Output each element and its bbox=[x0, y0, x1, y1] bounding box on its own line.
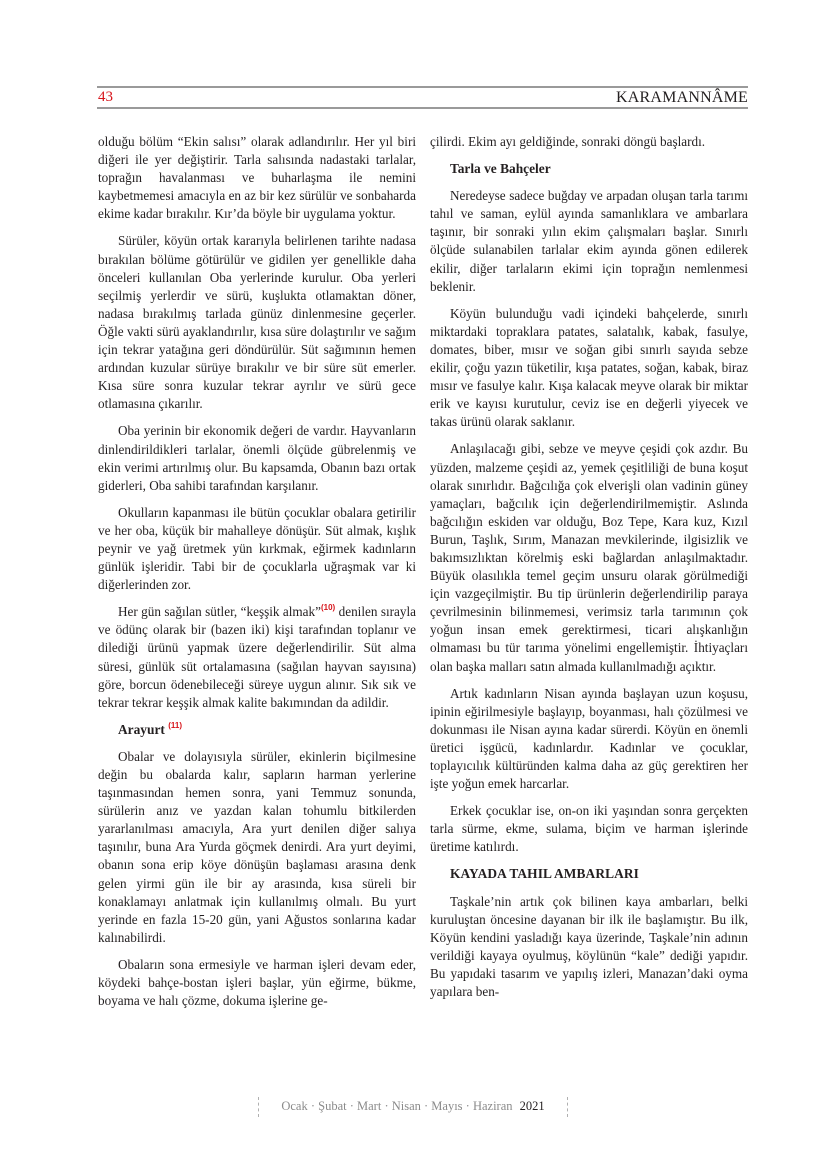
paragraph: olduğu bölüm “Ekin salısı” olarak adlandırılır. Her yıl biri diğeri ile yer değiştirir. Tarla salısında nadastaki tarlalar, toprağın havalanması ve buharlaşma ile nemini kaybetmemesi amacıyla en az bir kez sürülür ve sonbaharda ekime kadar bırakılır. Kır’da böyle bir uygulama yoktur. bbox=[98, 134, 416, 222]
paragraph: çilirdi. Ekim ayı geldiğinde, sonraki döngü başlardı. bbox=[430, 134, 706, 149]
paragraph: Neredeyse sadece buğday ve arpadan oluşan tarla tarımı tahıl ve saman, eylül ayında samanlıklara ve ambarlara taşınır, bir sonraki yılın ekim çalışmaları başlar. Sınırlı ölçüde sulanabilen tarlalar ekim ayında gönen edilerek ekilir, diğer tarlaların ekimi için toprağın nemlenmesi beklenir. bbox=[430, 188, 748, 294]
paragraph: Artık kadınların Nisan ayında başlayan uzun koşusu, ipinin eğirilmesiyle başlayıp, boyanması, halı çözülmesi ve dokunması ile Nisan ayına kadar sürerdi. Köyün en önemli üretici işgücü, kadınlardır. Kadınlar ve çocuklar, toplayıcılık kültüründen kalma daha az güç gerektiren her işte yoğun emek harcarlar. bbox=[430, 685, 748, 792]
footnote-ref[interactable]: (11) bbox=[168, 720, 183, 730]
header-bottom-rule bbox=[97, 107, 748, 109]
heading-text: Arayurt bbox=[118, 721, 165, 737]
paragraph: Taşkale’nin artık çok bilinen kaya ambarları, belki kuruluştan öncesine dayanan bir ilk ile başlamıştır. Bu ilk, Köyün kendini yasladığı kaya üzerinde, Taşkale’nin adının verildiği kayaya oyulmuş, köylünün “kale” dediği yapıdır. Bu yapıdaki tasarım ve yapılış izleri, Manazan’daki oyma yapılara ben- bbox=[430, 893, 748, 1000]
footnote-ref[interactable]: (10) bbox=[320, 603, 336, 613]
footer-months: Ocak · Şubat · Mart · Nisan · Mayıs · Haziran bbox=[281, 1099, 513, 1113]
paragraph: Anlaşılacağı gibi, sebze ve meyve çeşidi çok azdır. Bu yüzden, malzeme çeşidi az, yemek çeşitliliği de buna koşut olarak sınırlıdır. Bağcılığa çok elverişli olan vadinin güney yamaçları, bağcılık için değerlendirilmemiştir. Aslında bağcılığın eskiden var olduğu, Boz Tepe, Kara kuz, Kızıl Burun, Taşlık, Sırım, Manazan mevkilerinde, ilgisizlik ve bakımsızlıktan körelmiş eski bağlardan anlaşılmaktadır. Büyük olasılıkla temel geçim unsuru olarak görülmediği için vazgeçilmiştir. Bu tip ürünlerin değerlendirilip paraya çevrilmesinin bilinmemesi, verimsiz tarla tarımının çok yoğun insan emek gerektirmesi, ticari alışkanlığın olmaması bu tür tarıma yönelimi engellemiştir. İhtiyaçları olan başka malları satın almada kullanılmadığı açıktır. bbox=[430, 441, 748, 674]
paragraph-text: denilen sırayla ve ödünç olarak bir (bazen iki) kişi tarafından toplanır ve dilediği ürünü yapmak üzere değerlendirilir. Süt alma süresi, günlük süt ortalamasına (sağılan hayvan sayısına) göre, borcun ödenebileceği süreye uygun alınır. Sık sık ve tekrar tekrar keşşik almak kalite bakımından da adildir. bbox=[98, 604, 417, 710]
paragraph: Erkek çocuklar ise, on-on iki yaşından sonra gerçekten tarla sürme, ekme, sulama, biçim ve harman işlerinde üretime katılırdı. bbox=[430, 803, 748, 855]
right-column bbox=[430, 133, 748, 1010]
paragraph bbox=[98, 603, 416, 712]
footer-issue-info bbox=[258, 1097, 568, 1117]
journal-title: KARAMANNÂME bbox=[616, 89, 748, 106]
paragraph: Obalar ve dolayısıyla sürüler, ekinlerin biçilmesine değin bu obalarda kalır, sapların harman yerlerine taşınmasından hemen sonra, yani Temmuz sonunda, sürülerin anız ve yazdan kalan tohumlu bitkilerden yararlanılması amacıyla, Ara yurt denilen diğer salıya taşınılır, buna Ara Yurda göçmek denirdi. Ara yurt deyimi, obanın sona erip köye dönüşün başlaması arasına denk gelen yirmi gün ile bir ay arasında, kısa süreli bir konaklamayı anlatmak için kullanılmış olmalı. Bu yurt yerinde en fazla 15-20 gün, yani Ağustos sonlarına kadar kalınabilirdi. bbox=[98, 748, 416, 945]
section-heading-arayurt bbox=[98, 721, 416, 739]
paragraph: Köyün bulunduğu vadi içindeki bahçelerde, sınırlı miktardaki topraklara patates, salatalık, kabak, fasulye, domates, biber, mısır ve soğan gibi sınırlı sayıda sebze ekilir, çoğu yazın tüketilir, kışa patates, soğan, kabak, biraz mısır ve fasulye kalır. Kışa kalacak meyve olarak bir miktar erik ve kayısı kurutulur, ceviz ise en değerli yiyecek ve takas ürünü olarak saklanır. bbox=[430, 305, 748, 430]
paragraph: Oba yerinin bir ekonomik değeri de vardır. Hayvanların dinlendirildikleri tarlalar, önemli ölçüde gübrelenmiş ve ekin verimi artırılmış olur. Bu kapsamda, Obanın bazı ortak giderleri, Oba sahibi tarafından karşılanır. bbox=[98, 423, 416, 493]
page-number: 43 bbox=[98, 89, 113, 105]
footer-year: 2021 bbox=[519, 1099, 545, 1113]
paragraph: Okulların kapanması ile bütün çocuklar obalara getirilir ve her oba, küçük bir mahalleye dönüşür. Süt almak, kışlık peynir ve yağ üretmek yün kırkmak, eğirmek kadınların günlük işleridir. Tabi bir de çocuklarla uğraşmak var ki diğerlerinden zor. bbox=[98, 504, 416, 593]
section-heading-kayada: KAYADA TAHIL AMBARLARI bbox=[450, 866, 639, 882]
paragraph: Sürüler, köyün ortak kararıyla belirlenen tarihte nadasa bırakılan bölüme götürülür ve gidilen yer genellikle daha önceleri kullanılan Oba yerlerinde kurulur. Oba yerleri seçilmiş yerlerdir ve sürü, kuşlukta otlamaktan döner, nadasa bırakılmış tarlada günüz dinlenmesine geçerler. Öğle vakti sürü ayaklandırılır, kısa süre dolaştırılır ve sağım için tekrar yatağına geri döndürülür. Süt sağımının hemen ardından kuzular sürüye bırakılır ve bir süre süt emerler. Kısa süre sonra kuzular tekrar ayrılır ve sürü gece otlamasına çıkarılır. bbox=[98, 233, 416, 412]
paragraph-text: Her gün sağılan sütler, “keşşik almak” bbox=[118, 604, 321, 620]
paragraph: Obaların sona ermesiyle ve harman işleri devam eder, köydeki bahçe-bostan işleri başlar, yün eğirme, bükme, boyama ve halı çözme, dokuma işlerine ge- bbox=[98, 956, 416, 1009]
left-column bbox=[98, 133, 416, 1019]
section-heading-tarla: Tarla ve Bahçeler bbox=[450, 161, 551, 177]
